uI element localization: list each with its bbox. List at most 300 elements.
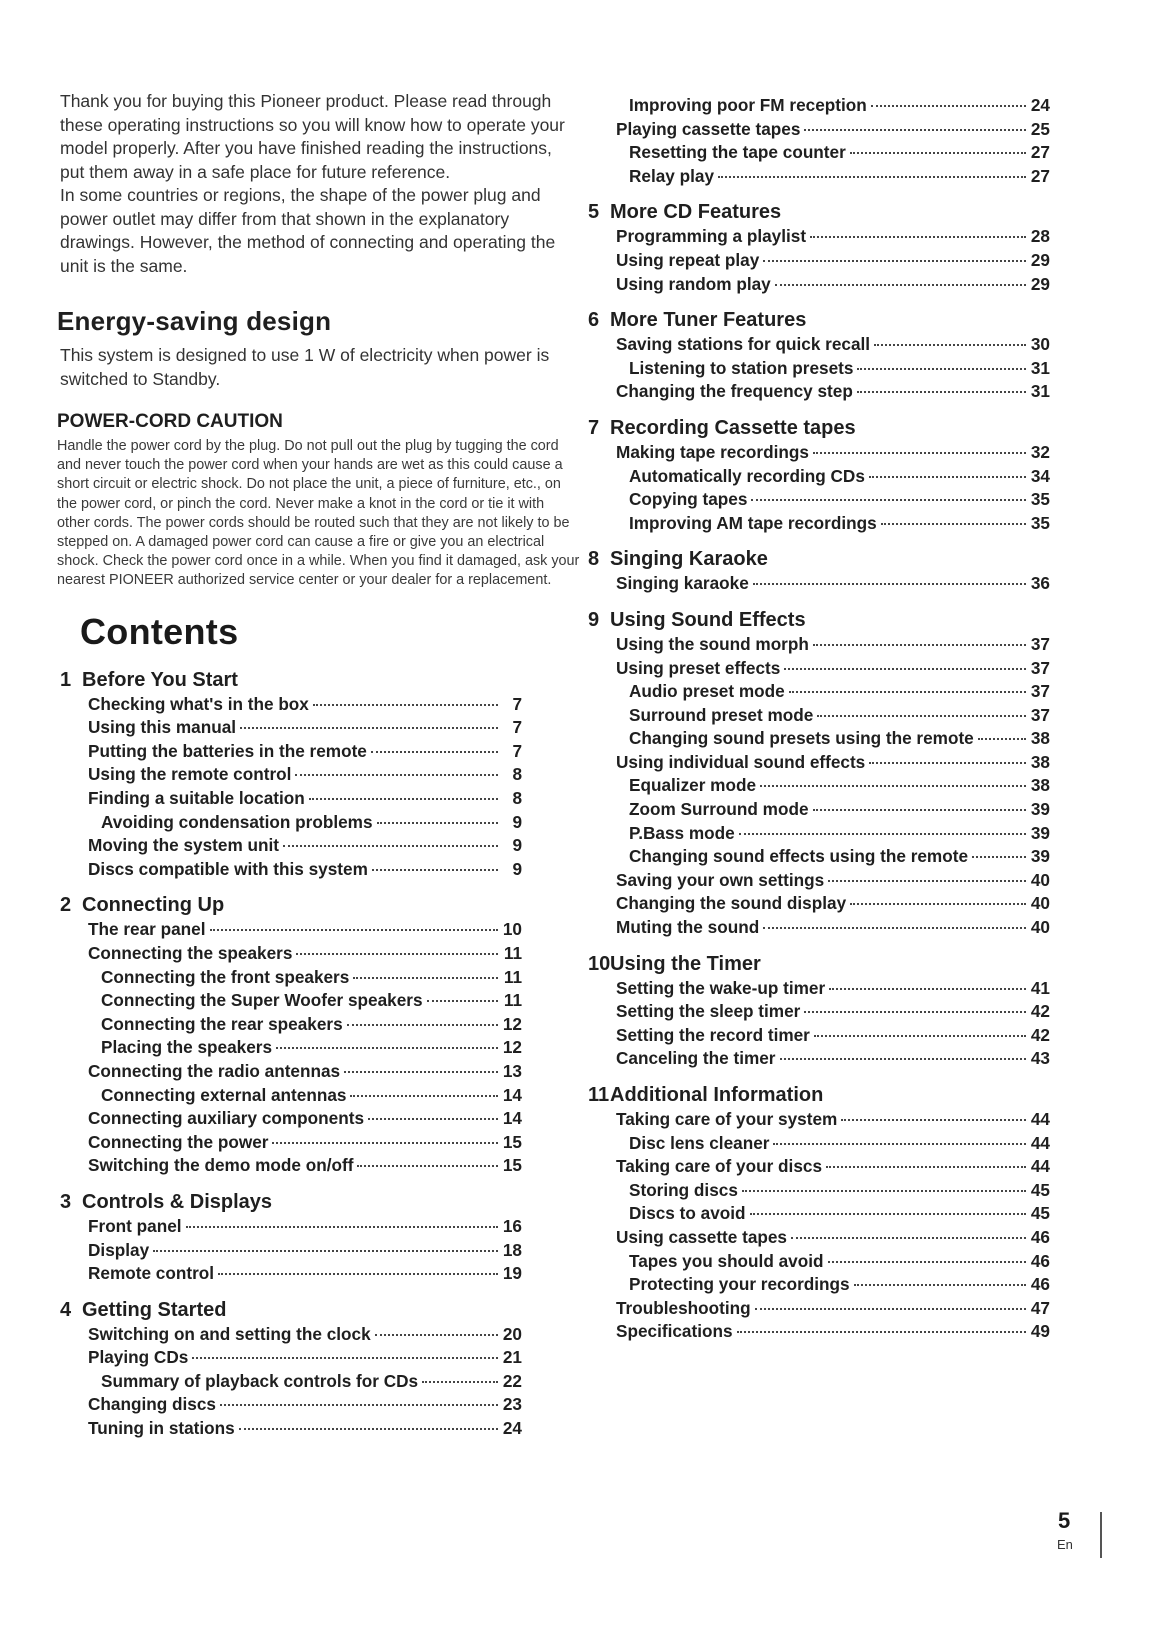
toc-entry-page: 9 xyxy=(512,858,522,879)
toc-entry-title: Placing the speakers xyxy=(101,1037,273,1058)
dot-leader xyxy=(347,1024,498,1026)
dot-leader xyxy=(309,798,498,800)
toc-entry[interactable] xyxy=(60,693,522,717)
toc-entry-page: 8 xyxy=(512,788,522,808)
dot-leader xyxy=(751,499,1026,501)
toc-section-heading[interactable] xyxy=(60,892,522,918)
toc-entry-page: 8 xyxy=(512,764,522,785)
toc-entry-title: Canceling the timer xyxy=(616,1048,776,1069)
toc-entry-page: 13 xyxy=(502,1060,522,1081)
toc-entry[interactable] xyxy=(588,165,1050,189)
toc-entry[interactable] xyxy=(588,845,1050,869)
right-column xyxy=(588,94,1078,1344)
dot-leader xyxy=(377,822,498,824)
power-cord-caution-heading: POWER-CORD CAUTION xyxy=(57,411,283,432)
toc-entry-title: Switching on and setting the clock xyxy=(88,1323,371,1344)
toc-entry-page: 7 xyxy=(512,740,522,761)
toc-entry-page: 11 xyxy=(503,990,522,1011)
toc-entry-title: Remote control xyxy=(88,1263,215,1284)
toc-section-title: Getting Started xyxy=(82,1298,227,1321)
toc-entry-page: 34 xyxy=(1030,465,1050,486)
toc-section-1 xyxy=(60,667,522,882)
toc-entry-page: 38 xyxy=(1030,751,1050,772)
toc-entry[interactable] xyxy=(588,357,1050,381)
toc-section-title: Recording Cassette tapes xyxy=(610,416,856,439)
toc-entry-page: 31 xyxy=(1030,381,1050,402)
toc-entry[interactable] xyxy=(588,380,1050,404)
toc-entry-title: Protecting your recordings xyxy=(629,1274,850,1295)
toc-entry[interactable] xyxy=(588,488,1050,512)
toc-entry[interactable] xyxy=(60,989,522,1013)
toc-entry[interactable] xyxy=(60,1107,522,1131)
dot-leader xyxy=(272,1142,498,1144)
toc-entry[interactable] xyxy=(588,1108,1050,1132)
toc-entry[interactable] xyxy=(588,1132,1050,1156)
toc-entry[interactable] xyxy=(60,1154,522,1178)
dot-leader xyxy=(978,738,1026,740)
dot-leader xyxy=(813,644,1026,646)
power-cord-caution-text: Handle the power cord by the plug. Do not pull out the plug by tugging the cord and never touch the power cord when your hands are wet as this could cause a short circuit or electric shock. Do not place the unit, a piece of furniture, etc., on the power cord, or pinch the cord. Never make a knot in the cord or tie it with other cords. The power cords should be routed such that they are not likely to be stepped on. A damaged power cord can cause a fire or give you an electrical shock. Check the power cord once in a while. When you find it damaged, ask your nearest PIONEER authorized service center or your dealer for a replacement. xyxy=(57,438,580,589)
toc-section-number: 11 xyxy=(588,1084,610,1106)
toc-entry-title: Tapes you should avoid xyxy=(629,1250,824,1271)
toc-section-heading[interactable] xyxy=(588,415,1050,441)
toc-entry[interactable] xyxy=(588,118,1050,142)
dot-leader xyxy=(210,929,499,931)
toc-entry-title: Using the remote control xyxy=(88,764,292,785)
toc-entry[interactable] xyxy=(60,787,522,811)
toc-entry-title: Automatically recording CDs xyxy=(629,465,865,486)
toc-entry-page: 35 xyxy=(1030,512,1050,533)
left-column xyxy=(57,90,580,1441)
toc-section-2 xyxy=(60,892,522,1178)
toc-entry-page: 46 xyxy=(1030,1274,1050,1295)
toc-entry-title: Switching the demo mode on/off xyxy=(88,1155,354,1176)
toc-entry-title: Discs compatible with this system xyxy=(88,858,368,879)
toc-entry[interactable] xyxy=(60,858,522,882)
toc-section-number: 3 xyxy=(60,1190,72,1213)
toc-entry-title: Improving AM tape recordings xyxy=(629,512,877,533)
toc-entry-title: Connecting the rear speakers xyxy=(101,1013,343,1034)
toc-entry-page: 44 xyxy=(1030,1109,1050,1129)
toc-entry-title: Changing sound effects using the remote xyxy=(629,846,968,867)
toc-entry-title: Setting the sleep timer xyxy=(616,1001,801,1022)
page-edge-mark xyxy=(1100,1512,1102,1558)
toc-section-number: 5 xyxy=(588,201,600,224)
toc-entry[interactable] xyxy=(588,1000,1050,1024)
dot-leader xyxy=(737,1331,1026,1333)
toc-entry[interactable] xyxy=(60,834,522,858)
toc-entry-title: Troubleshooting xyxy=(616,1297,751,1318)
dot-leader xyxy=(220,1404,498,1406)
dot-leader xyxy=(881,523,1026,525)
toc-entry[interactable] xyxy=(588,273,1050,297)
toc-entry[interactable] xyxy=(588,680,1050,704)
intro-text xyxy=(60,90,580,278)
toc-entry-title: Listening to station presets xyxy=(629,357,854,378)
toc-entry[interactable] xyxy=(588,1179,1050,1203)
dot-leader xyxy=(357,1165,498,1167)
toc-entry[interactable] xyxy=(588,1024,1050,1048)
dot-leader xyxy=(784,668,1026,670)
toc-entry-title: Singing karaoke xyxy=(616,573,749,594)
toc-section-heading[interactable] xyxy=(588,951,1050,977)
toc-entry-title: Connecting auxiliary components xyxy=(88,1108,364,1129)
toc-entry-page: 44 xyxy=(1030,1156,1050,1177)
dot-leader xyxy=(857,391,1026,393)
toc-section-3 xyxy=(60,1189,522,1286)
toc-section-5 xyxy=(588,199,1050,296)
toc-section-heading[interactable] xyxy=(588,199,1050,225)
dot-leader xyxy=(296,953,498,955)
toc-section-title: Using the Timer xyxy=(610,952,761,975)
dot-leader xyxy=(817,715,1026,717)
toc-entry[interactable] xyxy=(60,763,522,787)
dot-leader xyxy=(240,727,498,729)
toc-section-title: More CD Features xyxy=(610,201,782,224)
toc-entry[interactable] xyxy=(588,657,1050,681)
dot-leader xyxy=(239,1428,498,1430)
toc-continuation xyxy=(588,94,1050,188)
toc-left xyxy=(60,667,522,1441)
toc-entry[interactable] xyxy=(588,633,1050,657)
intro-paragraph-thanks: Thank you for buying this Pioneer product. Please read through these operating instructions so you will know how to operate your model properly. After you have finished reading the instructions, put them away in a safe place for future reference. xyxy=(60,91,565,182)
toc-entry[interactable] xyxy=(60,1036,522,1060)
toc-right xyxy=(588,199,1050,1344)
toc-entry-title: Storing discs xyxy=(629,1179,738,1200)
dot-leader xyxy=(153,1250,498,1252)
toc-entry[interactable] xyxy=(60,1013,522,1037)
toc-section-title: Before You Start xyxy=(82,668,238,691)
toc-entry-title: Connecting the power xyxy=(88,1131,269,1152)
toc-entry-title: Audio preset mode xyxy=(629,681,785,702)
toc-entry-page: 42 xyxy=(1030,1024,1050,1045)
toc-entry-page: 12 xyxy=(502,1037,522,1058)
toc-section-heading[interactable] xyxy=(60,1189,522,1215)
toc-entry[interactable] xyxy=(60,1346,522,1370)
toc-entry-title: Summary of playback controls for CDs xyxy=(101,1370,419,1391)
toc-entry[interactable] xyxy=(60,740,522,764)
toc-section-10 xyxy=(588,951,1050,1071)
toc-entry-page: 19 xyxy=(502,1263,522,1284)
toc-entry-title: Using preset effects xyxy=(616,657,781,678)
toc-entry-title: Resetting the tape counter xyxy=(629,142,846,163)
toc-entry-page: 36 xyxy=(1030,573,1050,594)
toc-entry-page: 49 xyxy=(1030,1321,1050,1342)
toc-entry[interactable] xyxy=(588,774,1050,798)
toc-entry[interactable] xyxy=(588,225,1050,249)
toc-section-9 xyxy=(588,607,1050,940)
toc-entry[interactable] xyxy=(588,1320,1050,1344)
toc-section-number: 8 xyxy=(588,548,600,571)
toc-entry-title: Changing sound presets using the remote xyxy=(629,728,974,749)
toc-entry-page: 7 xyxy=(512,693,522,714)
dot-leader xyxy=(763,927,1026,929)
toc-entry-page: 24 xyxy=(1030,95,1050,115)
toc-section-title: Using Sound Effects xyxy=(610,608,806,631)
toc-section-title: Additional Information xyxy=(610,1084,824,1106)
dot-leader xyxy=(718,176,1026,178)
dot-leader xyxy=(826,1166,1026,1168)
toc-entry[interactable] xyxy=(60,1239,522,1263)
toc-entry[interactable] xyxy=(588,822,1050,846)
toc-entry[interactable] xyxy=(588,869,1050,893)
dot-leader xyxy=(813,809,1026,811)
toc-entry-title: The rear panel xyxy=(88,919,206,940)
toc-entry-title: Surround preset mode xyxy=(629,704,814,725)
toc-entry-page: 43 xyxy=(1030,1048,1050,1069)
toc-entry[interactable] xyxy=(60,811,522,835)
toc-entry-page: 30 xyxy=(1030,334,1050,355)
toc-entry-page: 45 xyxy=(1030,1203,1050,1224)
toc-entry-page: 12 xyxy=(502,1013,522,1034)
toc-entry[interactable] xyxy=(60,1323,522,1347)
toc-entry-title: Connecting the speakers xyxy=(88,942,293,963)
toc-entry-page: 40 xyxy=(1030,869,1050,890)
toc-entry-title: Saving stations for quick recall xyxy=(616,334,871,355)
toc-section-number: 4 xyxy=(60,1298,72,1321)
toc-section-heading[interactable] xyxy=(588,607,1050,633)
dot-leader xyxy=(422,1381,498,1383)
dot-leader xyxy=(368,1118,498,1120)
dot-leader xyxy=(739,833,1026,835)
dot-leader xyxy=(854,1284,1026,1286)
energy-saving-text: This system is designed to use 1 W of electricity when power is switched to Standby. xyxy=(60,345,550,389)
toc-entry[interactable] xyxy=(60,942,522,966)
toc-entry-title: Using individual sound effects xyxy=(616,751,866,772)
toc-section-title: Controls & Displays xyxy=(82,1190,273,1213)
toc-entry[interactable] xyxy=(588,1297,1050,1321)
toc-entry-page: 29 xyxy=(1030,249,1050,270)
dot-leader xyxy=(371,751,498,753)
toc-entry-title: Avoiding condensation problems xyxy=(101,811,373,832)
toc-entry-title: P.Bass mode xyxy=(629,822,735,843)
toc-entry[interactable] xyxy=(60,966,522,990)
toc-entry-page: 39 xyxy=(1030,846,1050,867)
toc-section-number: 10 xyxy=(588,952,611,975)
toc-entry[interactable] xyxy=(588,1250,1050,1274)
contents-title: Contents xyxy=(80,610,239,652)
toc-entry-page: 38 xyxy=(1030,775,1050,796)
toc-entry-title: Setting the record timer xyxy=(616,1024,810,1045)
dot-leader xyxy=(276,1047,498,1049)
toc-entry-title: Changing the frequency step xyxy=(616,381,853,402)
intro-paragraph-regions: In some countries or regions, the shape of the power plug and power outlet may differ from that shown in the explanatory drawings. However, the method of connecting and operating the unit is the same. xyxy=(60,185,556,276)
energy-saving-heading: Energy-saving design xyxy=(57,306,332,336)
dot-leader xyxy=(775,284,1026,286)
toc-section-number: 1 xyxy=(60,668,72,691)
toc-entry[interactable] xyxy=(60,1262,522,1286)
toc-entry-title: Zoom Surround mode xyxy=(629,799,809,820)
toc-entry-page: 29 xyxy=(1030,273,1050,294)
toc-entry-page: 15 xyxy=(502,1131,522,1152)
toc-entry[interactable] xyxy=(588,798,1050,822)
dot-leader xyxy=(869,762,1026,764)
toc-entry-page: 9 xyxy=(512,835,522,856)
toc-entry-page: 27 xyxy=(1030,165,1050,186)
toc-section-heading[interactable] xyxy=(60,667,522,693)
dot-leader xyxy=(791,1237,1026,1239)
dot-leader xyxy=(804,1011,1026,1013)
toc-section-heading[interactable] xyxy=(588,546,1050,572)
toc-entry-page: 39 xyxy=(1030,822,1050,843)
toc-entry[interactable] xyxy=(588,1273,1050,1297)
toc-entry[interactable] xyxy=(588,704,1050,728)
toc-entry-title: Muting the sound xyxy=(616,917,760,938)
toc-entry[interactable] xyxy=(588,333,1050,357)
toc-entry-title: Copying tapes xyxy=(629,489,748,510)
toc-entry-title: Using random play xyxy=(616,273,771,294)
toc-entry[interactable] xyxy=(588,1047,1050,1071)
toc-entry[interactable] xyxy=(588,1226,1050,1250)
toc-entry[interactable] xyxy=(588,751,1050,775)
toc-entry-title: Finding a suitable location xyxy=(88,788,305,808)
toc-entry[interactable] xyxy=(588,512,1050,536)
toc-entry-title: Changing discs xyxy=(88,1394,216,1415)
dot-leader xyxy=(295,774,498,776)
toc-entry-title: Taking care of your system xyxy=(616,1109,838,1129)
toc-entry-page: 38 xyxy=(1030,728,1050,749)
toc-section-number: 9 xyxy=(588,608,600,631)
toc-entry-title: Using this manual xyxy=(88,717,237,738)
toc-entry-page: 21 xyxy=(502,1347,522,1368)
toc-entry-title: Disc lens cleaner xyxy=(629,1132,770,1153)
toc-entry-page: 40 xyxy=(1030,893,1050,914)
toc-section-4 xyxy=(60,1297,522,1441)
toc-entry[interactable] xyxy=(60,1060,522,1084)
toc-entry-title: Playing cassette tapes xyxy=(616,118,801,139)
toc-entry-title: Using cassette tapes xyxy=(616,1226,787,1247)
dot-leader xyxy=(874,344,1026,346)
toc-entry-title: Changing the sound display xyxy=(616,893,847,914)
dot-leader xyxy=(828,1261,1027,1263)
toc-entry-title: Tuning in stations xyxy=(88,1418,235,1439)
toc-entry-title: Checking what's in the box xyxy=(88,693,309,714)
dot-leader xyxy=(829,988,1026,990)
toc-entry[interactable] xyxy=(60,1131,522,1155)
dot-leader xyxy=(804,129,1026,131)
toc-entry[interactable] xyxy=(588,249,1050,273)
toc-entry-title: Putting the batteries in the remote xyxy=(88,740,367,761)
toc-section-title: Singing Karaoke xyxy=(610,548,768,571)
toc-entry-title: Moving the system unit xyxy=(88,835,279,856)
dot-leader xyxy=(750,1213,1026,1215)
toc-entry-title: Relay play xyxy=(629,165,715,186)
toc-entry[interactable] xyxy=(588,572,1050,596)
toc-entry[interactable] xyxy=(60,1215,522,1239)
dot-leader xyxy=(192,1357,498,1359)
toc-entry-page: 28 xyxy=(1030,226,1050,247)
toc-entry-title: Playing CDs xyxy=(88,1347,189,1368)
toc-entry-title: Using repeat play xyxy=(616,249,760,270)
toc-section-heading[interactable] xyxy=(588,1082,1050,1108)
toc-section-number: 7 xyxy=(588,416,600,439)
toc-entry-title: Connecting the radio antennas xyxy=(88,1060,341,1081)
toc-entry[interactable] xyxy=(588,892,1050,916)
toc-entry-page: 37 xyxy=(1030,681,1050,702)
toc-section-number: 6 xyxy=(588,309,600,332)
toc-entry-title: Setting the wake-up timer xyxy=(616,977,826,998)
language-code: En xyxy=(1057,1537,1073,1552)
toc-entry[interactable] xyxy=(588,441,1050,465)
toc-entry-page: 20 xyxy=(502,1323,522,1344)
toc-section-heading[interactable] xyxy=(588,307,1050,333)
toc-entry[interactable] xyxy=(588,1155,1050,1179)
toc-section-number: 2 xyxy=(60,894,72,917)
dot-leader xyxy=(353,977,498,979)
toc-entry-title: Making tape recordings xyxy=(616,441,809,462)
dot-leader xyxy=(857,368,1026,370)
toc-entry-page: 42 xyxy=(1030,1001,1050,1022)
toc-entry-page: 25 xyxy=(1030,118,1050,139)
toc-entry-page: 11 xyxy=(503,942,522,963)
toc-entry[interactable] xyxy=(60,1084,522,1108)
toc-entry[interactable] xyxy=(588,94,1050,118)
toc-entry-page: 39 xyxy=(1030,799,1050,820)
toc-entry[interactable] xyxy=(60,1393,522,1417)
dot-leader xyxy=(186,1226,498,1228)
toc-entry-page: 46 xyxy=(1030,1250,1050,1271)
dot-leader xyxy=(742,1190,1026,1192)
dot-leader xyxy=(344,1071,498,1073)
toc-entry[interactable] xyxy=(60,1370,522,1394)
toc-section-title: Connecting Up xyxy=(82,894,225,917)
toc-entry[interactable] xyxy=(588,1202,1050,1226)
dot-leader xyxy=(283,845,498,847)
toc-entry-page: 37 xyxy=(1030,704,1050,725)
dot-leader xyxy=(850,903,1026,905)
dot-leader xyxy=(869,476,1026,478)
toc-entry[interactable] xyxy=(60,1417,522,1441)
toc-entry-page: 37 xyxy=(1030,633,1050,654)
toc-entry-page: 41 xyxy=(1030,977,1050,998)
toc-entry-title: Programming a playlist xyxy=(616,226,807,247)
toc-entry-title: Front panel xyxy=(88,1215,182,1236)
toc-entry-page: 24 xyxy=(502,1418,522,1439)
toc-section-title: More Tuner Features xyxy=(610,309,807,332)
toc-section-heading[interactable] xyxy=(60,1297,522,1323)
toc-entry-page: 23 xyxy=(502,1394,522,1415)
toc-entry-page: 11 xyxy=(503,966,522,987)
dot-leader xyxy=(755,1308,1026,1310)
toc-entry-title: Connecting the front speakers xyxy=(101,966,350,987)
toc-entry-page: 45 xyxy=(1030,1179,1050,1200)
toc-entry-page: 44 xyxy=(1030,1132,1050,1153)
toc-entry-page: 37 xyxy=(1030,657,1050,678)
dot-leader xyxy=(773,1143,1026,1145)
toc-entry[interactable] xyxy=(588,727,1050,751)
dot-leader xyxy=(763,260,1026,262)
toc-entry[interactable] xyxy=(588,465,1050,489)
toc-entry-page: 22 xyxy=(502,1370,522,1391)
toc-entry-page: 9 xyxy=(512,811,522,832)
dot-leader xyxy=(218,1273,498,1275)
toc-entry-page: 14 xyxy=(502,1108,522,1129)
toc-entry-page: 18 xyxy=(502,1239,522,1260)
dot-leader xyxy=(372,869,498,871)
toc-entry[interactable] xyxy=(588,916,1050,940)
toc-section-6 xyxy=(588,307,1050,404)
dot-leader xyxy=(871,105,1026,107)
toc-entry-title: Using the sound morph xyxy=(616,633,809,654)
toc-entry[interactable] xyxy=(588,141,1050,165)
toc-entry-title: Saving your own settings xyxy=(616,869,825,890)
toc-entry[interactable] xyxy=(60,918,522,942)
dot-leader xyxy=(813,452,1026,454)
toc-section-11 xyxy=(588,1082,1050,1344)
toc-entry[interactable] xyxy=(60,716,522,740)
dot-leader xyxy=(375,1334,498,1336)
toc-entry[interactable] xyxy=(588,977,1050,1001)
